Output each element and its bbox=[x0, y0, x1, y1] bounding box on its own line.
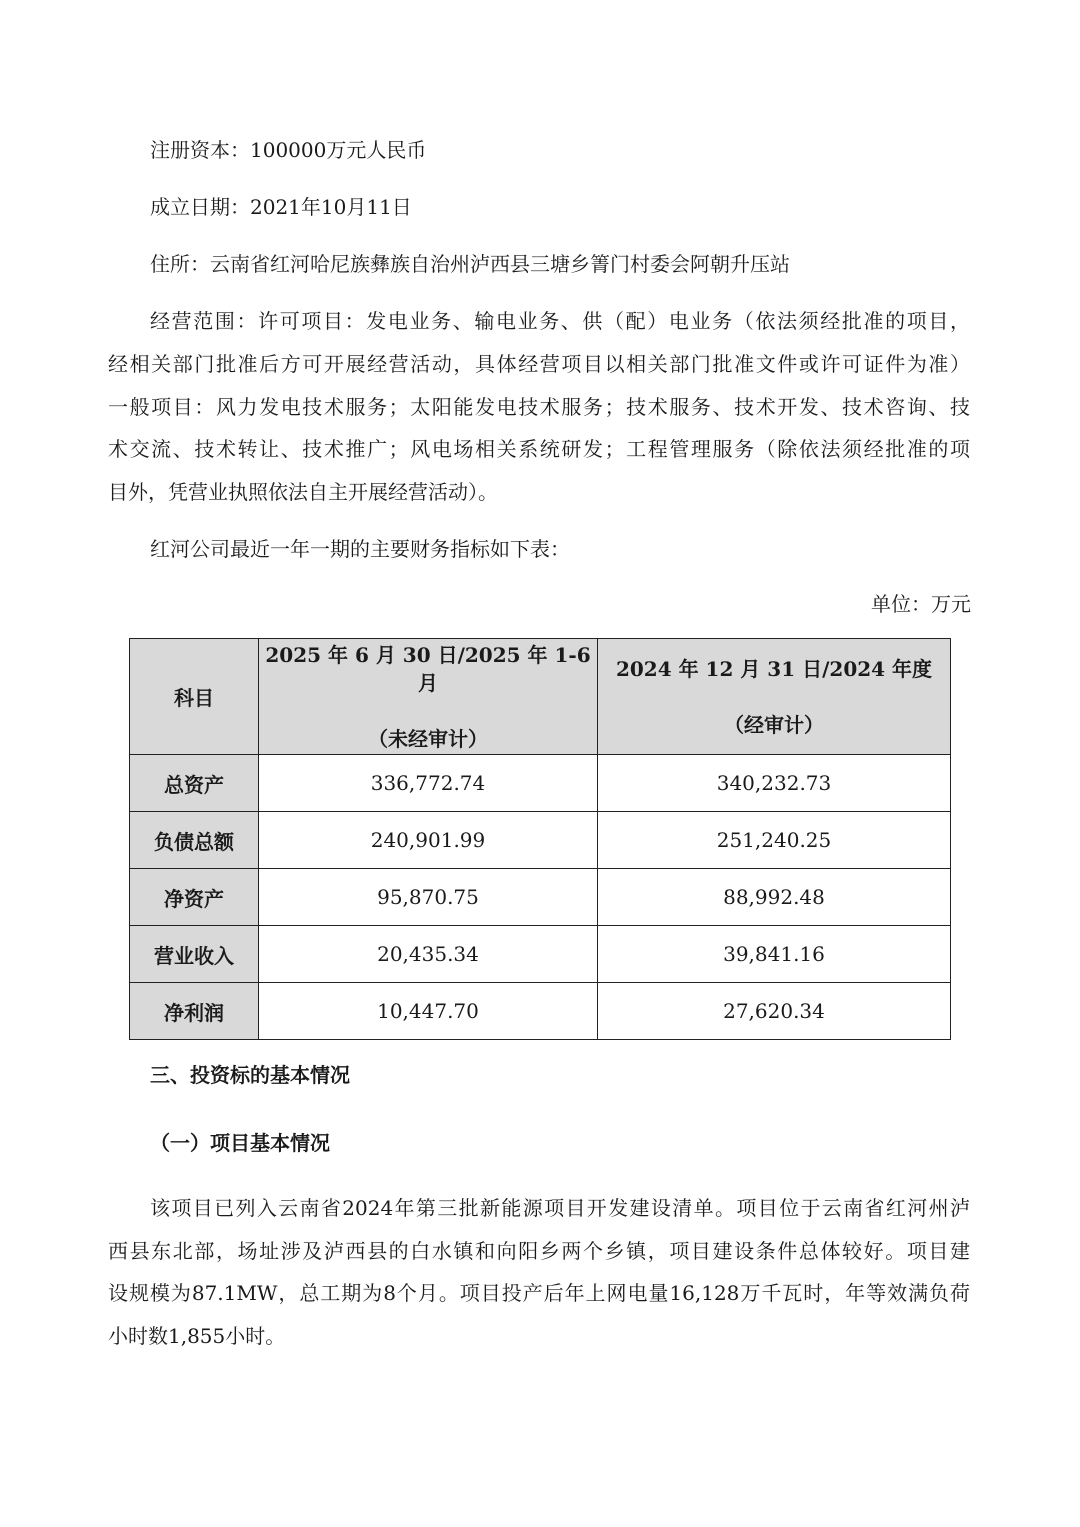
value-2024: 27,620.34 bbox=[598, 983, 951, 1040]
established-date: 成立日期：2021年10月11日 bbox=[150, 195, 412, 219]
project-paragraph-line: 设规模为87.1MW，总工期为8个月。项目投产后年上网电量16,128万千瓦时，年等效满负荷 bbox=[108, 1281, 970, 1305]
business-scope-line: 经相关部门批准后方可开展经营活动，具体经营项目以相关部门批准文件或许可证件为准） bbox=[108, 352, 970, 376]
table-row bbox=[130, 869, 951, 926]
project-paragraph-line: 小时数1,855小时。 bbox=[108, 1324, 286, 1348]
header-2024-period: 2024 年 12 月 31 日/2024 年度 bbox=[615, 656, 933, 681]
business-scope-line: 一般项目：风力发电技术服务；太阳能发电技术服务；技术服务、技术开发、技术咨询、技 bbox=[108, 395, 970, 419]
project-paragraph-line: 西县东北部，场址涉及泸西县的白水镇和向阳乡两个乡镇，项目建设条件总体较好。项目建 bbox=[108, 1239, 970, 1263]
header-2025-period: 2025 年 6 月 30 日/2025 年 1-6 月 bbox=[265, 642, 591, 695]
header-subject: 科目 bbox=[130, 639, 259, 755]
value-2024: 39,841.16 bbox=[598, 926, 951, 983]
table-header-row bbox=[130, 639, 951, 755]
row-label: 总资产 bbox=[130, 755, 259, 812]
financial-intro: 红河公司最近一年一期的主要财务指标如下表： bbox=[150, 537, 570, 561]
value-2024: 340,232.73 bbox=[598, 755, 951, 812]
row-label: 净利润 bbox=[130, 983, 259, 1040]
registered-capital: 注册资本：100000万元人民币 bbox=[150, 138, 427, 162]
table-row bbox=[130, 983, 951, 1040]
value-2024: 251,240.25 bbox=[598, 812, 951, 869]
table-row bbox=[130, 812, 951, 869]
subsection-heading: （一）项目基本情况 bbox=[150, 1131, 330, 1155]
value-2025: 10,447.70 bbox=[259, 983, 598, 1040]
business-scope-line: 目外，凭营业执照依法自主开展经营活动）。 bbox=[108, 480, 498, 504]
table-row bbox=[130, 926, 951, 983]
value-2025: 95,870.75 bbox=[259, 869, 598, 926]
table-row bbox=[130, 755, 951, 812]
address: 住所：云南省红河哈尼族彝族自治州泸西县三塘乡箐门村委会阿朝升压站 bbox=[150, 252, 790, 276]
header-2024-audit: （经审计） bbox=[724, 712, 824, 737]
section-heading: 三、投资标的基本情况 bbox=[150, 1063, 350, 1087]
project-paragraph-line: 该项目已列入云南省2024年第三批新能源项目开发建设清单。项目位于云南省红河州泸 bbox=[150, 1196, 970, 1220]
unit-label: 单位：万元 bbox=[871, 592, 971, 616]
row-label: 负债总额 bbox=[130, 812, 259, 869]
financial-table bbox=[129, 638, 951, 1040]
row-label: 营业收入 bbox=[130, 926, 259, 983]
value-2025: 336,772.74 bbox=[259, 755, 598, 812]
business-scope-line: 经营范围：许可项目：发电业务、输电业务、供（配）电业务（依法须经批准的项目， bbox=[150, 309, 970, 333]
value-2025: 20,435.34 bbox=[259, 926, 598, 983]
header-2025 bbox=[259, 639, 598, 755]
business-scope-line: 术交流、技术转让、技术推广；风电场相关系统研发；工程管理服务（除依法须经批准的项 bbox=[108, 437, 970, 461]
value-2025: 240,901.99 bbox=[259, 812, 598, 869]
header-2024 bbox=[598, 639, 951, 755]
header-2025-audit: （未经审计） bbox=[368, 726, 488, 751]
row-label: 净资产 bbox=[130, 869, 259, 926]
value-2024: 88,992.48 bbox=[598, 869, 951, 926]
